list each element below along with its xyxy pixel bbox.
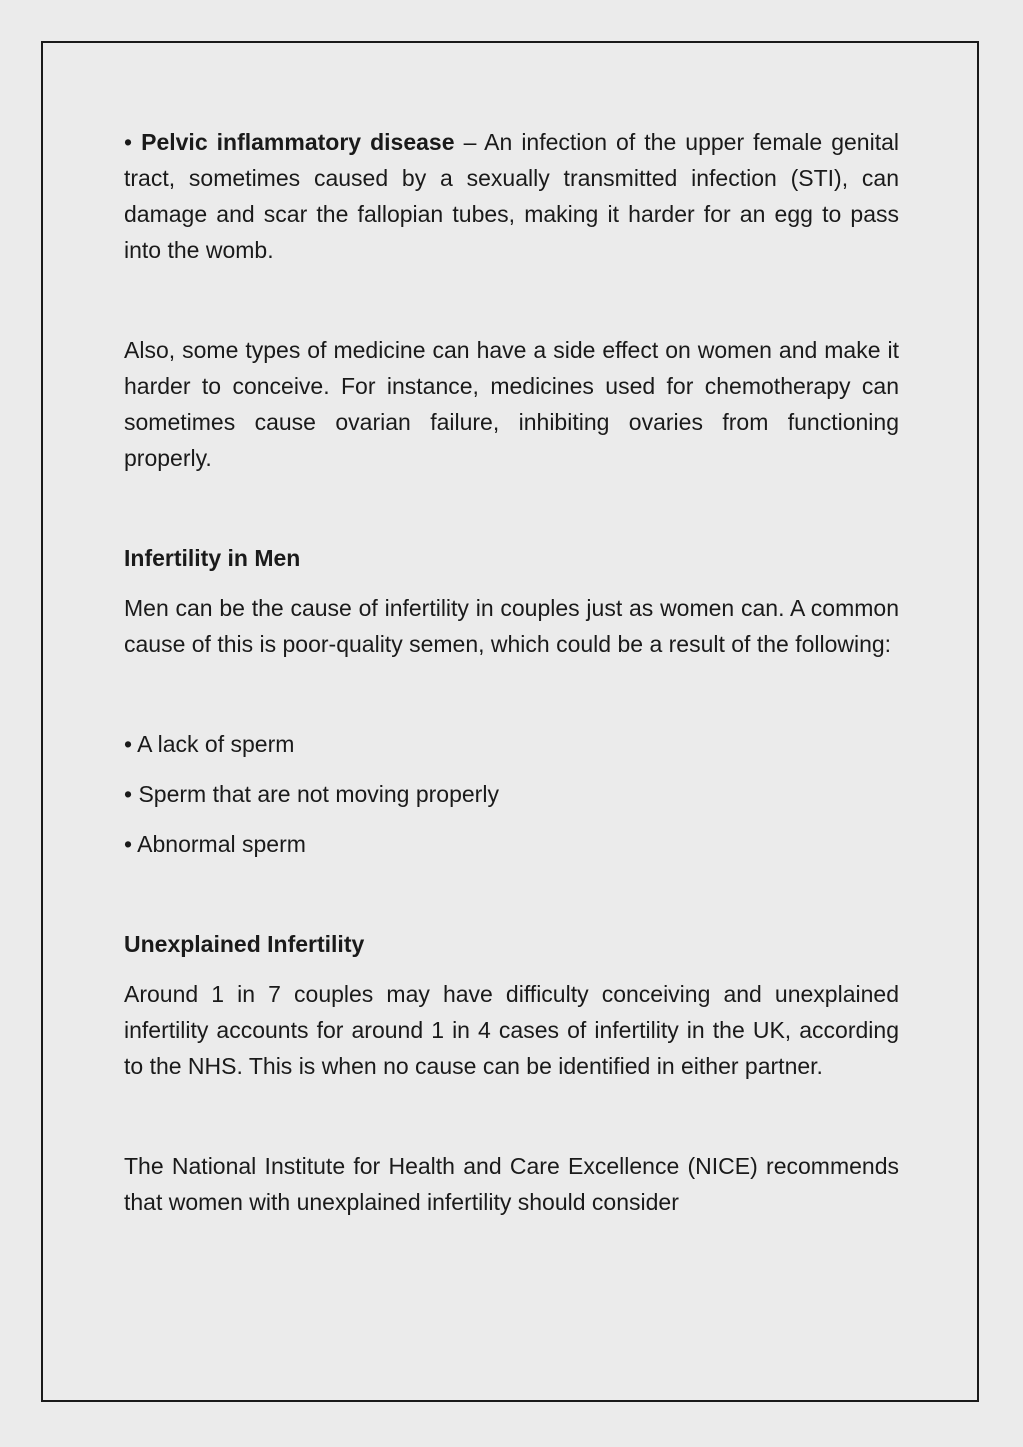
pid-term: Pelvic inflammatory disease bbox=[141, 129, 455, 155]
medicine-paragraph: Also, some types of medicine can have a side effect on women and make it harder to conceive. For instance, medicines used for chemotherapy can sometimes cause ovarian failure, inhibiting ovaries from functioning properly. bbox=[124, 337, 899, 471]
section-heading-unexplained: Unexplained Infertility bbox=[124, 931, 365, 957]
list-item: • A lack of sperm bbox=[124, 731, 295, 757]
pid-description: – An infection of the upper female genital tract, sometimes caused by a sexually transmitted infection (STI), can damage and scar the fallopian tubes, making it harder for an egg to pass into the womb. bbox=[124, 129, 900, 263]
list-item: • Sperm that are not moving properly bbox=[124, 781, 499, 807]
pid-paragraph bbox=[124, 124, 899, 268]
unexplained-paragraph: Around 1 in 7 couples may have difficulty conceiving and unexplained infertility accounts for around 1 in 4 cases of infertility in the UK, according to the NHS. This is when no cause can be identified in either partner. bbox=[124, 981, 899, 1079]
document-body bbox=[124, 124, 899, 1220]
bullet-marker: • bbox=[124, 129, 133, 155]
section-heading-men: Infertility in Men bbox=[124, 545, 301, 571]
list-item: • Abnormal sperm bbox=[124, 831, 306, 857]
men-intro-paragraph: Men can be the cause of infertility in couples just as women can. A common cause of this is poor-quality semen, which could be a result of the following: bbox=[124, 595, 899, 657]
nice-paragraph: The National Institute for Health and Care Excellence (NICE) recommends that women with unexplained infertility should consider bbox=[124, 1153, 899, 1215]
